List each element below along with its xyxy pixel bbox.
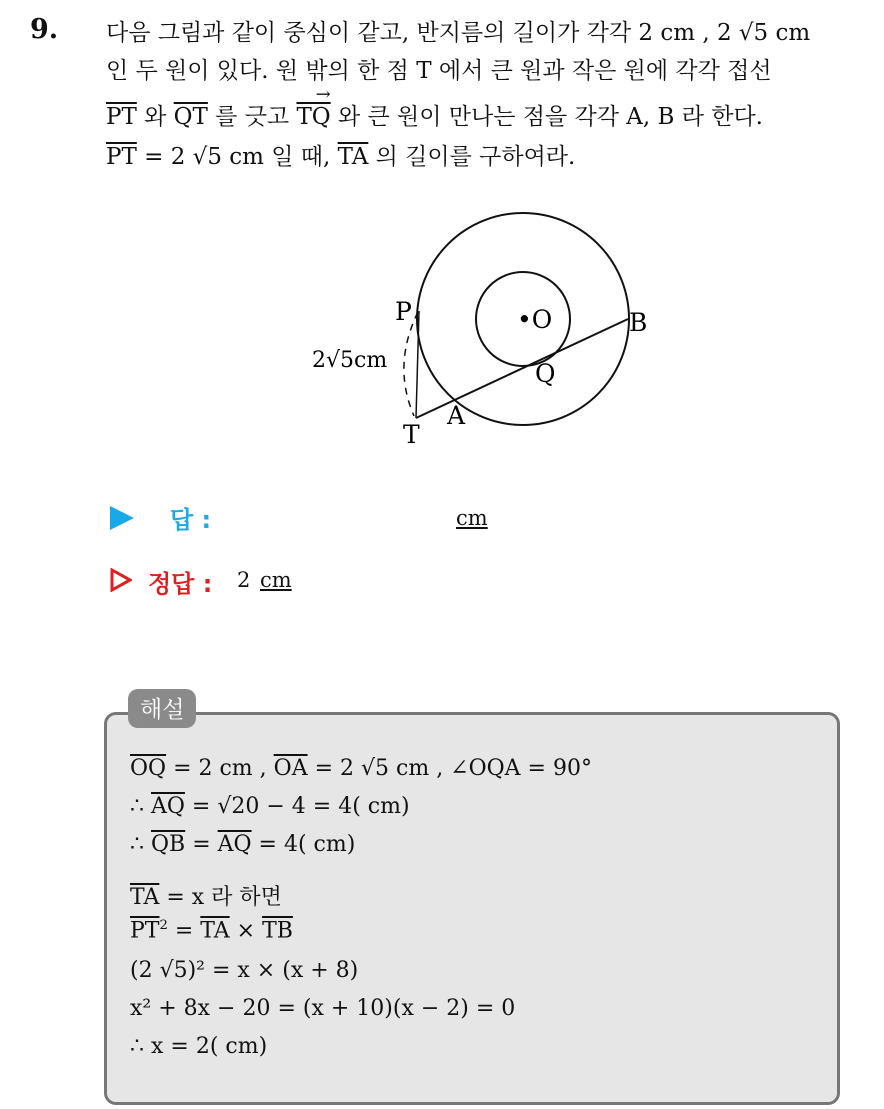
segment-oa: $\overline{OA}$ (273, 756, 308, 781)
segment-pt: $\overline{PT}$ (106, 144, 137, 170)
label-q: Q (535, 359, 556, 388)
text: 와 큰 원이 만나는 점을 각각 A, B 라 한다. (330, 104, 763, 130)
answer-arrow-icon (110, 506, 134, 530)
solution-label: 정답 : (148, 570, 213, 598)
geometry-figure (300, 200, 680, 460)
segment-ta: $\overline{TA}$ (200, 918, 230, 944)
question-line-1: 다음 그림과 같이 중심이 같고, 반지름의 길이가 각각 2 cm , 2 √5 cm (106, 20, 811, 46)
ray-tq (296, 84, 331, 132)
segment-aq: $\overline{AQ}$ (217, 832, 252, 857)
text: = 2 √5 cm , ∠OQA = 90° (307, 756, 592, 781)
solution-value: 2 (237, 568, 251, 592)
label-o: •O (517, 305, 553, 334)
text: = (167, 918, 201, 944)
segment-ta: $\overline{TA}$ (337, 144, 369, 170)
text: 를 긋고 (207, 104, 297, 130)
segment-qb: $\overline{QB}$ (151, 832, 186, 857)
text: = 4( cm) (251, 832, 356, 857)
text: = 2 √5 cm 일 때, (136, 144, 338, 170)
explanation-line-4 (130, 880, 282, 911)
question-line-4 (106, 142, 575, 172)
label-length: 2√5cm (312, 348, 388, 373)
segment-pt: $\overline{PT}$ (130, 918, 160, 944)
ray-tq-label: $\overline{TQ}$ (296, 104, 331, 130)
segment-ta: $\overline{TA}$ (130, 885, 160, 910)
segment-pt: $\overline{PT}$ (106, 104, 137, 130)
text: = 2 cm , (166, 756, 274, 781)
segment-aq: $\overline{AQ}$ (151, 794, 185, 819)
segment-tb: $\overline{TB}$ (262, 918, 293, 944)
text: 의 길이를 구하여라. (368, 144, 576, 170)
text: = x 라 하면 (159, 885, 282, 910)
answer-label: 답 : (170, 506, 212, 534)
solution-arrow-icon (110, 568, 132, 592)
text: 와 (136, 104, 174, 130)
explanation-line-1 (130, 756, 592, 781)
question-line-2: 인 두 원이 있다. 원 밖의 한 점 T 에서 큰 원과 작은 원에 각각 접선 (106, 58, 772, 84)
explanation-line-5 (130, 918, 293, 943)
ray-arrow: → (315, 84, 331, 105)
text: × (229, 918, 263, 944)
label-b: B (629, 308, 648, 337)
explanation-line-8: ∴ x = 2( cm) (130, 1034, 268, 1059)
label-a: A (447, 401, 466, 430)
explanation-line-3 (130, 832, 355, 857)
label-t: T (403, 420, 420, 449)
text: ∴ (130, 832, 151, 857)
text: ∴ (130, 794, 151, 819)
segment-qt: $\overline{QT}$ (173, 104, 208, 130)
answer-unit: cm (456, 506, 488, 530)
explanation-line-7: x² + 8x − 20 = (x + 10)(x − 2) = 0 (130, 996, 516, 1021)
explanation-line-6: (2 √5)² = x × (x + 8) (130, 958, 359, 983)
superscript: 2 (159, 918, 168, 933)
label-p: P (395, 297, 412, 326)
segment-oq: $\overline{OQ}$ (130, 756, 167, 781)
explanation-tag: 해설 (128, 689, 196, 728)
explanation-line-2 (130, 794, 410, 819)
question-number: 9. (30, 14, 59, 45)
question-line-3 (106, 84, 763, 132)
text: = (185, 832, 218, 857)
solution-unit: cm (260, 568, 292, 592)
text: = √20 − 4 = 4( cm) (184, 794, 410, 819)
